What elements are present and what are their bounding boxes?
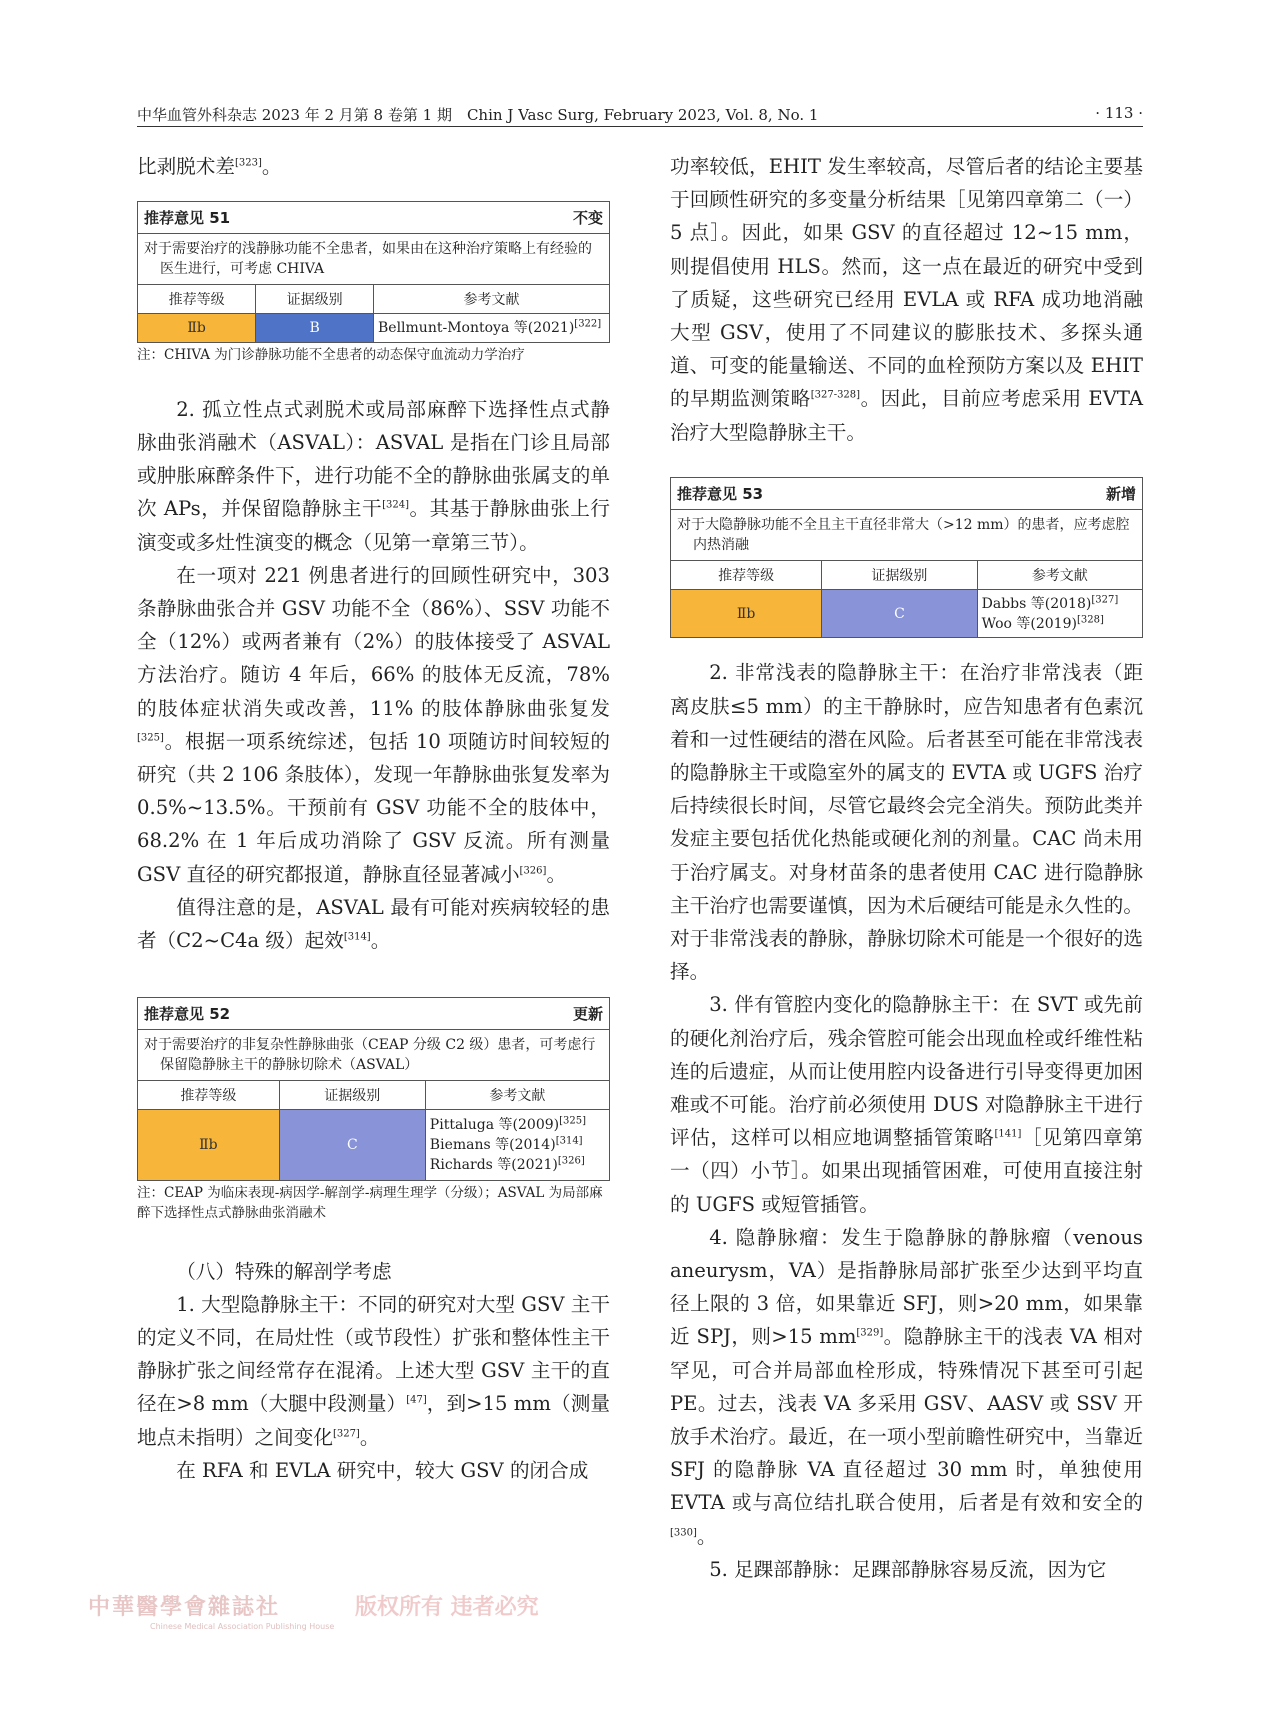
paragraph: 2. 非常浅表的隐静脉主干：在治疗非常浅表（距离皮肤≤5 mm）的主干静脉时，应告知患者有色素沉着和一过性硬结的潜在风险。后者甚至可能在非常浅表的隐静脉主干或隐室外的属支的 EVTA 或 UGFS 治疗后持续很长时间，尽管它最终会完全消失。预防此类并发症主要包括优化热能或硬化剂的剂量。CAC 尚未用于治疗属支。对身材苗条的患者使用 CAC 进行隐静脉主干治疗也需要谨慎，因为术后硬结可能是永久性的。对于非常浅表的静脉，静脉切除术可能是一个很好的选择。 <box>670 661 1143 984</box>
paragraph: 在一项对 221 例患者进行的回顾性研究中，303 条静脉曲张合并 GSV 功能不全（86%）、SSV 功能不全（12%）或两者兼有（2%）的肢体接受了 ASVAL 方法治疗。随访 4 年后，66% 的肢体无反流，78% 的肢体症状消失或改善，11% 的肢体静脉曲张复发[325]。根据一项系统综述，包括 10 项随访时间较短的研究（共 2 106 条肢体），发现一年静脉曲张复发率为 0.5%~13.5%。干预前有 GSV 功能不全的肢体中，68.2% 在 1 年后成功消除了 GSV 反流。所有测量 GSV 直径的研究都报道，静脉直径显著减小[326]。 <box>137 563 610 886</box>
table-note: 注：CHIVA 为门诊静脉功能不全患者的动态保守血流动力学治疗 <box>137 346 525 363</box>
table-note: 注：CEAP 为临床表现-病因学-解剖学-病理生理学（分级）；ASVAL 为局部麻醉下选择性点式静脉曲张消融术 <box>137 1184 603 1221</box>
grade-cell: Ⅱb <box>138 314 256 342</box>
recommendation-text: 对于需要治疗的浅静脉功能不全患者，如果由在这种治疗策略上有经验的医生进行，可考虑 CHIVA <box>138 234 609 285</box>
recommendation-table: 推荐等级 证据级别 参考文献 Ⅱb B Bellmunt-Montoya 等(2021)[322] <box>138 285 609 342</box>
recommendation-52 <box>137 997 610 1181</box>
recommendation-text: 对于需要治疗的非复杂性静脉曲张（CEAP 分级 C2 级）患者，可考虑行保留隐静脉主干的静脉切除术（ASVAL） <box>138 1030 609 1081</box>
running-header <box>137 100 1143 127</box>
reference-cell: Pittaluga 等(2009)[325] Biemans 等(2014)[314] Richards 等(2021)[326] <box>429 1115 586 1173</box>
right-column <box>670 150 1143 1586</box>
paragraph: 2. 孤立性点式剥脱术或局部麻醉下选择性点式静脉曲张消融术（ASVAL）：ASVAL 是指在门诊且局部或肿胀麻醉条件下，进行功能不全的静脉曲张属支的单次 APs，并保留隐静脉主干[324]。其基于静脉曲张上行演变或多灶性演变的概念（见第一章第三节）。 <box>137 397 611 554</box>
recommendation-table: 推荐等级 证据级别 参考文献 Ⅱb C Pittaluga 等(2009)[325] Biemans 等(2014)[314] Richards 等(2021)[326] <box>138 1081 609 1180</box>
evidence-cell: C <box>822 589 977 637</box>
paragraph: 4. 隐静脉瘤：发生于隐静脉的静脉瘤（venous aneurysm，VA）是指静脉局部扩张至少达到平均直径上限的 3 倍，如果靠近 SFJ，则>20 mm，如果靠近 SPJ，则>15 mm[329]。隐静脉主干的浅表 VA 相对罕见，可合并局部血栓形成，特殊情况下甚至可引起 PE。过去，浅表 VA 多采用 GSV、AASV 或 SSV 开放手术治疗。最近，在一项小型前瞻性研究中，当靠近 SFJ 的隐静脉 VA 直径超过 30 mm 时，单独使用 EVTA 或与高位结扎联合使用，后者是有效和安全的[330]。 <box>670 1225 1143 1548</box>
page-number: · 113 · <box>1095 104 1143 122</box>
paragraph: 值得注意的是，ASVAL 最有可能对疾病较轻的患者（C2~C4a 级）起效[314]。 <box>137 895 610 952</box>
copyright-slogan: 版权所有 违者必究 <box>355 1594 539 1620</box>
recommendation-status: 新增 <box>1105 484 1136 503</box>
recommendation-status: 更新 <box>572 1005 603 1024</box>
journal-citation: 中华血管外科杂志 2023 年 2 月第 8 卷第 1 期 Chin J Vasc Surg, February 2023, Vol. 8, No. 1 <box>137 106 819 124</box>
evidence-cell: C <box>279 1110 425 1180</box>
left-column <box>137 150 610 1487</box>
evidence-cell: B <box>256 314 374 342</box>
publisher-subtitle: Chinese Medical Association Publishing House <box>150 1622 335 1631</box>
recommendation-53 <box>670 477 1143 639</box>
grade-cell: Ⅱb <box>671 589 822 637</box>
paragraph: 功率较低，EHIT 发生率较高，尽管后者的结论主要基于回顾性研究的多变量分析结果［见第四章第二（一）5 点］。因此，如果 GSV 的直径超过 12~15 mm，则提倡使用 HLS。然而，这一点在最近的研究中受到了质疑，这些研究已经用 EVLA 或 RFA 成功地消融大型 GSV，使用了不同建议的膨胀技术、多探头通道、可变的能量输送、不同的血栓预防方案以及 EHIT 的早期监测策略[327-328]。因此，目前应考虑采用 EVTA 治疗大型隐静脉主干。 <box>670 155 1144 444</box>
recommendation-title: 推荐意见 52 <box>144 1005 231 1024</box>
recommendation-status: 不变 <box>572 209 603 228</box>
paragraph: 3. 伴有管腔内变化的隐静脉主干：在 SVT 或先前的硬化剂治疗后，残余管腔可能会出现血栓或纤维性粘连的后遗症，从而让使用腔内设备进行引导变得更加困难或不可能。治疗前必须使用 DUS 对隐静脉主干进行评估，这样可以相应地调整插管策略[141]［见第四章第一（四）小节］。如果出现插管困难，可使用直接注射的 UGFS 或短管插管。 <box>670 993 1144 1216</box>
reference-cell: Dabbs 等(2018)[327] Woo 等(2019)[328] <box>981 593 1119 632</box>
publisher-logo: 中華醫學會雜誌社 <box>88 1594 281 1620</box>
recommendation-title: 推荐意见 51 <box>144 209 231 228</box>
paragraph: 5. 足踝部静脉：足踝部静脉容易反流，因为它 <box>709 1557 1107 1581</box>
recommendation-table: 推荐等级 证据级别 参考文献 Ⅱb C Dabbs 等(2018)[327] Woo 等(2019)[328] <box>671 561 1142 638</box>
recommendation-51 <box>137 201 610 343</box>
paragraph: 1. 大型隐静脉主干：不同的研究对大型 GSV 主干的定义不同，在局灶性（或节段性）扩张和整体性主干静脉扩张之间经常存在混淆。上述大型 GSV 主干的直径在>8 mm（大腿中段测量）[47]，到>15 mm（测量地点未指明）之间变化[327]。 <box>137 1292 610 1449</box>
recommendation-title: 推荐意见 53 <box>677 484 764 503</box>
grade-cell: Ⅱb <box>138 1110 279 1180</box>
recommendation-text: 对于大隐静脉功能不全且主干直径非常大（>12 mm）的患者，应考虑腔内热消融 <box>671 510 1142 561</box>
paragraph: 比剥脱术差[323]。 <box>137 155 282 178</box>
paragraph: 在 RFA 和 EVLA 研究中，较大 GSV 的闭合成 <box>176 1458 589 1482</box>
reference-cell: Bellmunt-Montoya 等(2021)[322] <box>378 318 602 336</box>
section-heading: （八）特殊的解剖学考虑 <box>176 1259 392 1283</box>
